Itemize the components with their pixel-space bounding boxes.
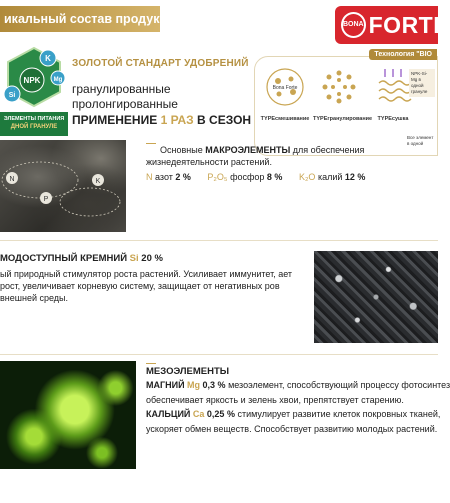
tech-side-note: NPK-Si-Mg в одной грануле [409, 69, 435, 97]
silicon-description: ый природный стимулятор роста растений. Усиливает иммунитет, ает рост, увеличивает корневую систему, защищает от негативных ров внешней среды. [0, 269, 293, 303]
macro-bold: МАКРОЭЛЕМЕНТЫ [205, 145, 291, 155]
tech-caption-drying: TYPEсушка [377, 116, 409, 122]
cells-photo [0, 361, 136, 469]
soil-photo [0, 140, 126, 232]
divider [0, 240, 438, 241]
svg-text:K: K [95, 178, 101, 185]
macro-values [146, 172, 379, 182]
section-title: икальный состав продукта [0, 6, 160, 32]
silicon-rock-photo [314, 251, 438, 343]
brand-name: FORTE [368, 11, 450, 38]
application-note [72, 113, 251, 127]
macro-description [146, 144, 438, 168]
npk-banner-line2: ДНОЙ ГРАНУЛЕ [10, 124, 58, 130]
macro-n: N азот 2 % [146, 172, 191, 182]
magnesium-line-2: обеспечивает яркость и зелень хвои, препятствует старению. [146, 394, 404, 405]
application-suffix: В СЕЗОН [193, 113, 252, 127]
magnesium-line-1: МАГНИЙ Mg 0,3 % мезоэлемент, способствующий процессу фотосинтез [146, 380, 450, 390]
npk-banner-line1: ЭЛЕМЕНТЫ ПИТАНИЯ [3, 116, 65, 122]
tech-step-mixing [259, 65, 311, 122]
tech-side-note-2: Все элемент в одной [407, 135, 434, 146]
tech-caption-mixing: TYPEсмешивание [260, 116, 310, 122]
macro-k: K₂O калий 12 % [298, 172, 366, 182]
intro-lines [72, 82, 178, 112]
intro-line-2: пролонгированные [72, 97, 178, 111]
macro-p: P₂O₅ фосфор 8 % [207, 172, 283, 182]
svg-text:N: N [9, 176, 15, 183]
macro-prefix: Основные [160, 145, 206, 155]
npk-label-mg: Mg [53, 77, 63, 83]
calcium-line-1: КАЛЬЦИЙ Ca 0,25 % стимулирует развитие клеток покровных тканей, [146, 409, 441, 419]
mixing-icon [263, 65, 307, 109]
npk-badge [0, 44, 68, 140]
npk-banner [0, 112, 68, 136]
technology-panel [254, 51, 438, 156]
tech-step-granulation [313, 65, 373, 122]
silicon-title: МОДОСТУПНЫЙ КРЕМНИЙ Si 20 % [0, 253, 163, 264]
divider [0, 354, 438, 355]
svg-text:P: P [43, 196, 49, 203]
npk-label-npk: NPK [23, 76, 41, 85]
application-prefix: ПРИМЕНЕНИЕ [72, 113, 161, 127]
soil-granules-graphic [0, 140, 126, 232]
tech-caption-granulation: TYPEгранулирование [313, 116, 373, 122]
brand-circle: BONA [341, 12, 366, 38]
meso-arrow [146, 363, 156, 364]
technology-label: Технология "BIO [369, 49, 437, 60]
npk-label-k: K [45, 54, 51, 63]
brand-logo [335, 6, 450, 44]
application-highlight: 1 РАЗ [160, 113, 194, 127]
macro-suffix: для обеспечения жизнедеятельности растений. [146, 145, 365, 167]
npk-hex-icon [2, 44, 66, 112]
meso-description [146, 380, 450, 438]
meso-title: МЕЗОЭЛЕМЕНТЫ [146, 366, 230, 377]
bona-forte-label: Bona Forte [272, 85, 298, 91]
intro-line-1: гранулированные [72, 82, 171, 96]
granulation-icon [317, 65, 361, 109]
npk-label-si: Si [8, 92, 16, 99]
calcium-line-2: ускоряет обмен веществ. Способствует развитию молодых растений. [146, 423, 438, 434]
gold-standard-title: ЗОЛОТОЙ СТАНДАРТ УДОБРЕНИЙ [72, 58, 249, 69]
